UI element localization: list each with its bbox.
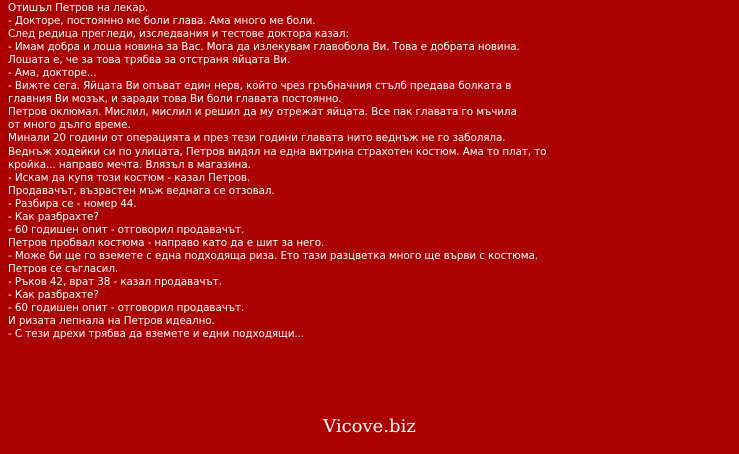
joke-line: - Как разбрахте? [8,210,99,223]
joke-line: - С тези дрехи трябва да вземете и едни подходящи... [8,328,304,341]
joke-line: Лошата е, че за това трябва за отстраня яйцата Ви. [8,54,291,67]
joke-line: - Разбира се - номер 44. [8,197,137,210]
joke-line: - Ама, докторе... [8,67,97,80]
joke-text [8,2,732,341]
joke-line: Отишъл Петров на лекар. [8,2,149,14]
joke-line: Петров се съгласил. [8,262,119,275]
joke-line: Продавачът, възрастен мъж веднага се отзовал. [8,184,275,197]
joke-line: - Вижте сега. Яйцата Ви опъват един нерв, който чрез гръбначния стълб предава болката в [8,80,512,93]
joke-line: - 60 годишен опит - отговорил продавачът. [8,302,245,315]
joke-line: от много дълго време. [8,119,131,132]
joke-line: - Ръков 42, врат 38 - казал продавачът. [8,275,222,288]
joke-line: - Искам да купя този костюм - казал Петров. [8,171,251,184]
joke-line: Петров оклюмал. Мислил, мислил и решил да му отрежат яйцата. Все пак главата го мъчила [8,106,517,119]
joke-line: Веднъж ходейки си по улицата, Петров видял на една витрина страхотен костюм. Ама то плат, то [8,145,547,158]
joke-line: - Имам добра и лоша новина за Вас. Мога да излекувам главобола Ви. Това е добрата новина. [8,41,520,54]
site-brand: Vicove.biz [323,416,416,437]
joke-line: - Как разбрахте? [8,289,99,302]
joke-line: След редица прегледи, изследвания и тестове доктора казал: [8,28,349,41]
joke-line: кройка... направо мечта. Влязъл в магазина. [8,158,251,171]
joke-line: - Докторе, постоянно ме боли глава. Ама много ме боли. [8,15,316,28]
joke-line: - Може би ще го вземете с една подходяща риза. Ето тази разцветка много ще върви с костюма. [8,249,538,262]
joke-line: Минали 20 години от операцията и през тези години главата нито веднъж не го заболяла. [8,132,506,145]
joke-line: - 60 годишен опит - отговорил продавачът. [8,223,245,236]
joke-line: Петров пробвал костюма - направо като да е шит за него. [8,236,325,249]
joke-line: И ризата лепнала на Петров идеално. [8,315,215,328]
joke-line: главния Ви мозък, и заради това Ви боли главата постоянно. [8,93,342,106]
